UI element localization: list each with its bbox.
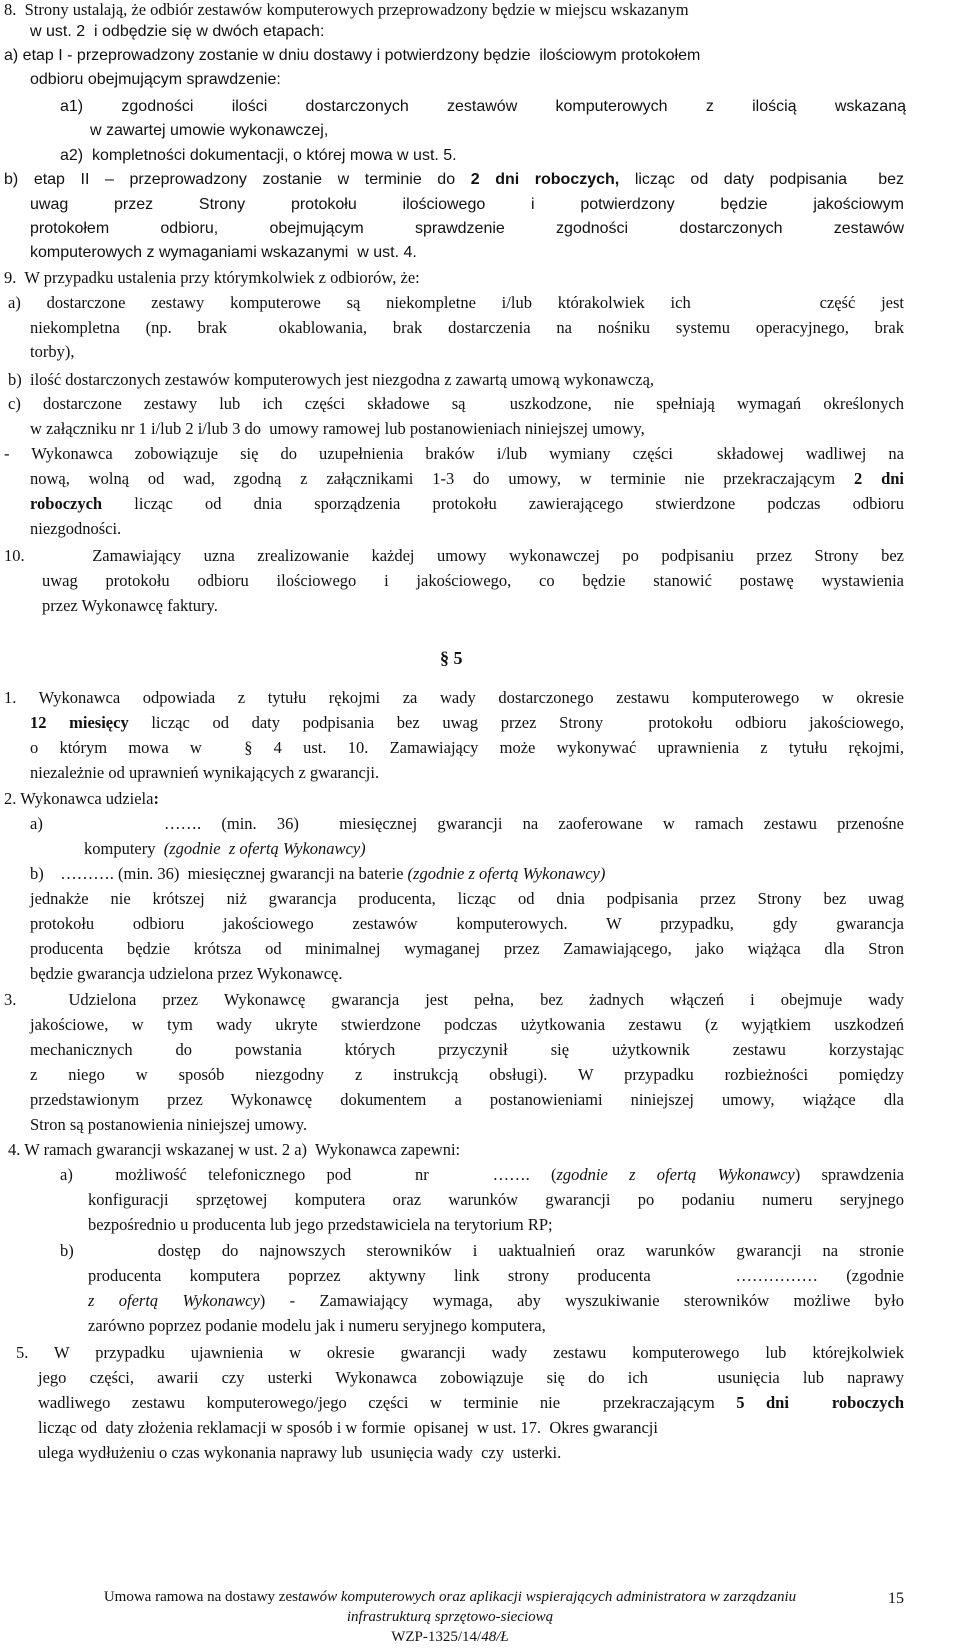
text-line: wadliwego zestawu komputerowego/jego części w terminie nie przekraczającym 5 dni roboczych [38, 1393, 904, 1412]
text-line: roboczych licząc od dnia sporządzenia protokołu zawierającego stwierdzone podczas odbioru [30, 494, 904, 513]
text-line: bezpośrednio u producenta lub jego przedstawiciela na terytorium RP; [88, 1215, 553, 1234]
text-line: Stron są postanowienia niniejszej umowy. [30, 1115, 308, 1134]
text-line: a) etap I - przeprowadzony zostanie w dniu dostawy i potwierdzony będzie ilościowym protokołem [4, 47, 701, 64]
text-line: niezgodności. [30, 519, 122, 538]
text-line: jakościowe, w tym wady ukryte stwierdzone podczas użytkowania zestawu (z wyjątkiem uszkodzeń [30, 1015, 904, 1034]
text-line: protokołu odbioru jakościowego zestawów komputerowych. W przypadku, gdy gwarancja [30, 914, 904, 933]
text-line: jednakże nie krótszej niż gwarancja producenta, licząc od dnia podpisania przez Strony bez uwag [30, 889, 904, 908]
text-line: odbioru obejmującym sprawdzenie: [30, 71, 281, 88]
text-line: ulega wydłużeniu o czas wykonania naprawy lub usunięcia wady czy usterki. [38, 1443, 562, 1462]
text-line: a) możliwość telefonicznego pod nr ……. (zgodnie z ofertą Wykonawcy) sprawdzenia [60, 1165, 904, 1184]
text-line: z ofertą Wykonawcy) - Zamawiający wymaga, aby wyszukiwanie sterowników możliwe było [88, 1291, 904, 1310]
text-line: konfiguracji sprzętowej komputera oraz warunków gwarancji po podaniu numeru seryjnego [88, 1190, 904, 1209]
text-line: 3. Udzielona przez Wykonawcę gwarancja jest pełna, bez żadnych włączeń i obejmuje wady [4, 990, 904, 1009]
text-line: zarówno poprzez podanie modelu jak i numeru seryjnego komputera, [88, 1316, 546, 1335]
footer-line-2: infrastrukturą sprzętowo-sieciową [346, 1609, 554, 1625]
text-line: komputerowych z wymaganiami wskazanymi w ust. 4. [30, 244, 417, 261]
text-line: a1) zgodności ilości dostarczonych zestawów komputerowych z ilością wskazaną [60, 98, 906, 115]
text-line: a) dostarczone zestawy komputerowe są niekompletne i/lub którakolwiek ich część jest [8, 293, 904, 312]
text-line: a2) kompletności dokumentacji, o której mowa w ust. 5. [60, 147, 457, 164]
text-line: protokołem odbioru, obejmującym sprawdzenie zgodności dostarczonych zestawów [30, 220, 904, 237]
text-line: w załączniku nr 1 i/lub 2 i/lub 3 do umowy ramowej lub postanowieniach niniejszej umowy, [30, 419, 645, 438]
text-line: o którym mowa w § 4 ust. 10. Zamawiający może wykonywać uprawnienia z tytułu rękojmi, [30, 738, 904, 757]
footer-line-3: WZP-1325/14/48/Ł [391, 1629, 509, 1645]
text-line: nową, wolną od wad, zgodną z załącznikami 1-3 do umowy, w terminie nie przekraczającym 2 dni [30, 469, 904, 488]
text-line: komputery (zgodnie z ofertą Wykonawcy) [84, 839, 366, 858]
text-line: niekompletna (np. brak okablowania, brak dostarczenia na nośniku systemu operacyjnego, brak [30, 318, 904, 337]
text-line: - Wykonawca zobowiązuje się do uzupełnienia braków i/lub wymiany części składowej wadliwej na [4, 444, 904, 463]
text-line: c) dostarczone zestawy lub ich części składowe są uszkodzone, nie spełniają wymagań określonych [8, 394, 904, 413]
text-line: a) ……. (min. 36) miesięcznej gwarancji na zaoferowane w ramach zestawu przenośne [30, 814, 904, 833]
text-line: b) etap II – przeprowadzony zostanie w terminie do 2 dni roboczych, licząc od daty podpisania bez [4, 171, 904, 188]
page-number: 15 [888, 1590, 904, 1607]
text-line: torby), [30, 342, 75, 361]
text-line: 4. W ramach gwarancji wskazanej w ust. 2 a) Wykonawca zapewni: [8, 1140, 461, 1159]
footer-line-1: Umowa ramowa na dostawy zestawów komputerowych oraz aplikacji wspierających administratora w zarządzaniu [103, 1589, 797, 1605]
text-line: niezależnie od uprawnień wynikających z gwarancji. [30, 763, 380, 782]
text-line: uwag przez Strony protokołu ilościowego i potwierdzony będzie jakościowym [30, 196, 904, 213]
text-line: 1. Wykonawca odpowiada z tytułu rękojmi za wady dostarczonego zestawu komputerowego w okresie [4, 688, 904, 707]
text-line: jego części, awarii czy usterki Wykonawca zobowiązuje się do ich usunięcia lub naprawy [38, 1368, 904, 1387]
text-line: 2. Wykonawca udziela: [4, 789, 159, 808]
section-heading: § 5 [440, 648, 463, 668]
text-line: b) dostęp do najnowszych sterowników i uaktualnień oraz warunków gwarancji na stronie [60, 1241, 904, 1260]
text-line: mechanicznych do powstania których przyczynił się użytkownik zestawu korzystając [30, 1040, 904, 1059]
text-line: 8. Strony ustalają, że odbiór zestawów komputerowych przeprowadzony będzie w miejscu wskazanym [4, 0, 689, 19]
text-line: w zawartej umowie wykonawczej, [90, 122, 329, 139]
text-line: 10. Zamawiający uzna zrealizowanie każdej umowy wykonawczej po podpisaniu przez Strony bez [4, 546, 904, 565]
text-line: w ust. 2 i odbędzie się w dwóch etapach: [30, 23, 325, 40]
text-line: będzie gwarancja udzielona przez Wykonawcę. [30, 964, 343, 983]
text-line: 5. W przypadku ujawnienia w okresie gwarancji wady zestawu komputerowego lub którejkolwiek [16, 1343, 904, 1362]
text-line: producenta komputera poprzez aktywny link strony producenta …………… (zgodnie [88, 1266, 904, 1285]
text-line: licząc od daty złożenia reklamacji w sposób i w formie opisanej w ust. 17. Okres gwarancji [38, 1418, 658, 1437]
text-line: 12 miesięcy licząc od daty podpisania bez uwag przez Strony protokołu odbioru jakościowego, [30, 713, 904, 732]
text-line: b) ………. (min. 36) miesięcznej gwarancji na baterie (zgodnie z ofertą Wykonawcy) [30, 864, 606, 883]
text-line: przedstawionym przez Wykonawcę dokumentem a postanowieniami niniejszej umowy, wiążące dla [30, 1090, 904, 1109]
text-line: 9. W przypadku ustalenia przy którymkolwiek z odbiorów, że: [4, 268, 420, 287]
text-line: uwag protokołu odbioru ilościowego i jakościowego, co będzie stanowić postawę wystawienia [42, 571, 904, 590]
text-line: z niego w sposób niezgodny z instrukcją obsługi). W przypadku rozbieżności pomiędzy [30, 1065, 904, 1084]
text-line: przez Wykonawcę faktury. [42, 596, 218, 615]
text-line: producenta będzie krótsza od minimalnej wymaganej przez Zamawiającego, jako wiążąca dla Stron [30, 939, 904, 958]
text-line: b) ilość dostarczonych zestawów komputerowych jest niezgodna z zawartą umową wykonawczą, [8, 370, 655, 389]
